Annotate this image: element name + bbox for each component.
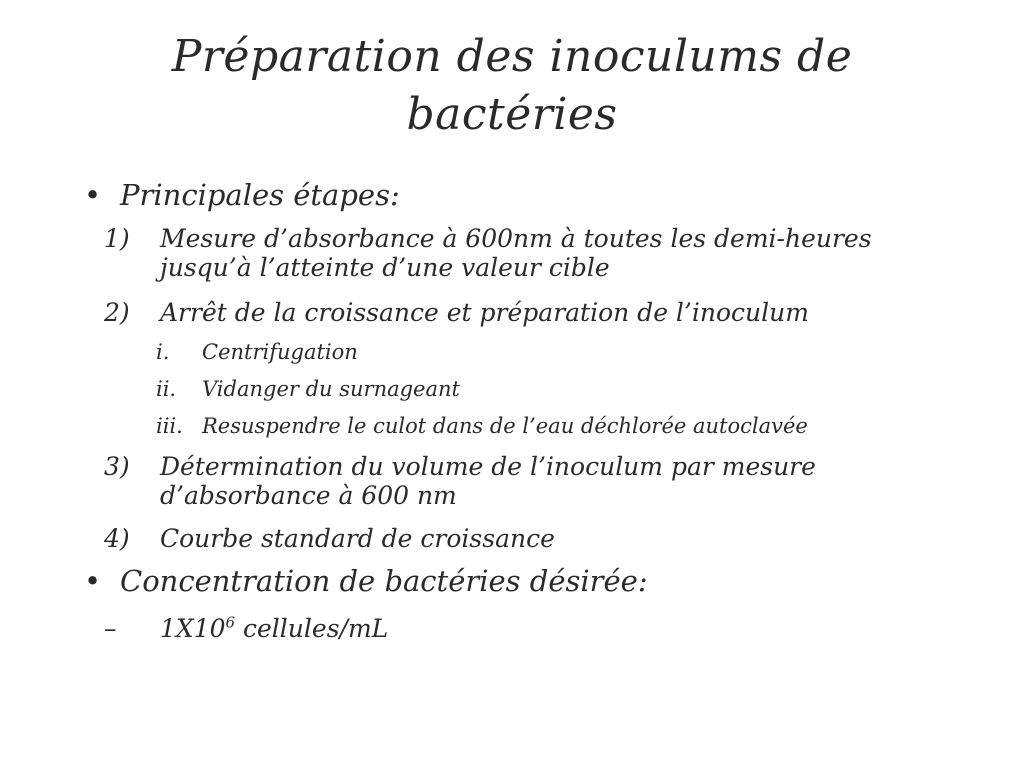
substep-number: ii.: [156, 377, 177, 401]
step-number: 3): [104, 452, 130, 481]
concentration-unit: cellules/mL: [235, 614, 389, 643]
bullet-dot-icon: •: [84, 564, 102, 598]
section-label: Principales étapes:: [120, 178, 400, 212]
concentration-exponent: 6: [225, 613, 236, 632]
step-text: Courbe standard de croissance: [160, 524, 555, 553]
step-number: 4): [104, 524, 130, 553]
slide-title: [60, 28, 964, 144]
substep-text: Vidanger du surnageant: [202, 377, 460, 401]
step-number: 2): [104, 298, 130, 327]
concentration-text: [160, 614, 388, 643]
section-label: Concentration de bactéries désirée:: [120, 564, 648, 598]
dash-marker: –: [104, 614, 117, 643]
step-text-line: Mesure d’absorbance à 600nm à toutes les demi-heures: [160, 224, 872, 253]
step-text: [160, 224, 872, 282]
substep-text: Resuspendre le culot dans de l’eau déchlorée autoclavée: [202, 414, 808, 438]
concentration-base: 1X10: [160, 614, 226, 643]
substep-number: i.: [156, 340, 170, 364]
step-text: [160, 452, 816, 510]
substep-number: iii.: [156, 414, 183, 438]
substep-text: Centrifugation: [202, 340, 358, 364]
step-text-line: jusqu’à l’atteinte d’une valeur cible: [160, 253, 610, 282]
step-text-line: d’absorbance à 600 nm: [160, 481, 457, 510]
slide-title-line-2: bactéries: [406, 89, 618, 140]
step-text: Arrêt de la croissance et préparation de l’inoculum: [160, 298, 809, 327]
step-number: 1): [104, 224, 130, 253]
bullet-dot-icon: •: [84, 178, 102, 212]
step-text-line: Détermination du volume de l’inoculum par mesure: [160, 452, 816, 481]
slide-title-line-1: Préparation des inoculums de: [171, 31, 853, 82]
